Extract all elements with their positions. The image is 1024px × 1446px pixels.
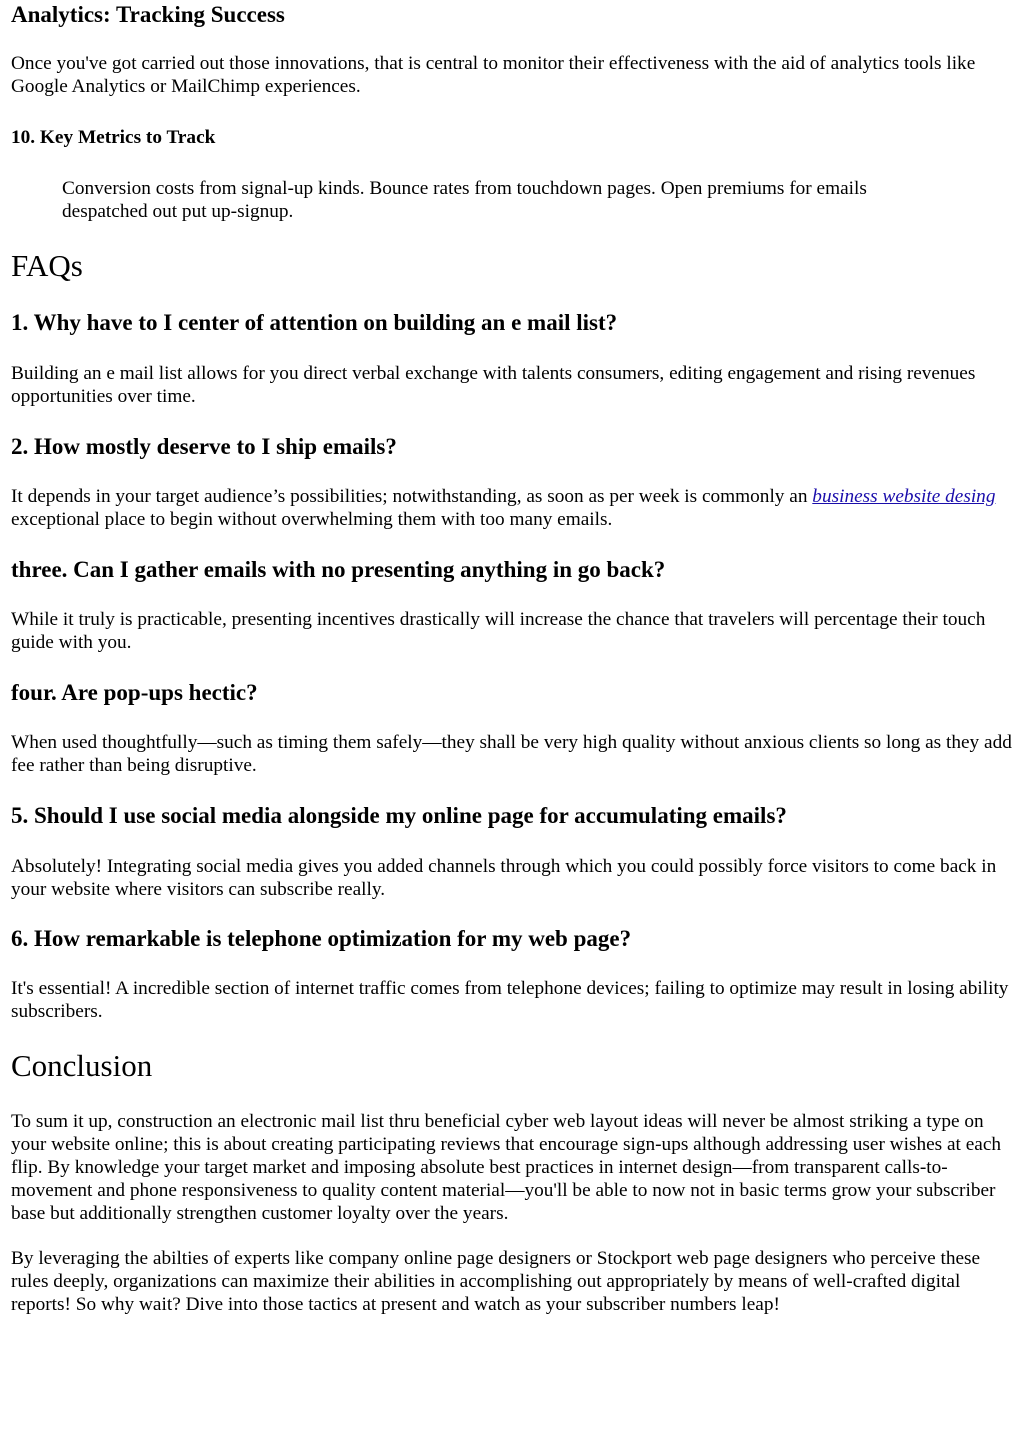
conclusion-paragraph: By leveraging the abilties of experts like company online page designers or Stockport web page designers who perceive these rules deeply, organizations can maximize their abilities in accomplishing out appropriately by means of well-crafted digital reports! So why wait? Dive into those tactics at present and watch as your subscriber numbers leap! [11,1248,981,1315]
metrics-heading: 10. Key Metrics to Track [11,127,216,148]
faq-question: 6. How remarkable is telephone optimization for my web page? [11,926,632,951]
faq-question: 2. How mostly deserve to I ship emails? [11,434,397,459]
faq-answer: Building an e mail list allows for you direct verbal exchange with talents consumers, editing engagement and rising revenues opportunities over time. [11,363,976,407]
conclusion-paragraph: To sum it up, construction an electronic mail list thru beneficial cyber web layout ideas will never be almost striking a type on your website online; this is about creating participating reviews that encourage sign-ups although addressing user wishes at each flip. By knowledge your target market and imposing absolute best practices in internet design—from transparent calls-to-movement and phone responsiveness to quality content material—you'll be able to now not in basic terms grow your subscriber base but additionally strengthen customer loyalty over the years. [11,1111,1002,1224]
faq-answer [11,485,1014,531]
faq-answer: While it truly is practicable, presenting incentives drastically will increase the chance that travelers will percentage their touch guide with you. [11,609,986,653]
analytics-intro: Once you've got carried out those innovations, that is central to monitor their effectiveness with the aid of analytics tools like Google Analytics or MailChimp experiences. [11,53,976,97]
faq-question: 5. Should I use social media alongside my online page for accumulating emails? [11,803,787,828]
faq-question: three. Can I gather emails with no presenting anything in go back? [11,557,666,582]
faqs-heading: FAQs [11,248,83,283]
analytics-heading: Analytics: Tracking Success [11,2,285,27]
faq-answer: It's essential! A incredible section of internet traffic comes from telephone devices; failing to optimize may result in losing ability subscribers. [11,978,1009,1022]
metrics-text: Conversion costs from signal-up kinds. Bounce rates from touchdown pages. Open premiums for emails despatched out put up-signup. [62,178,867,222]
faq-answer: Absolutely! Integrating social media gives you added channels through which you could possibly force visitors to come back in your website where visitors can subscribe really. [11,856,997,900]
faq-answer: When used thoughtfully—such as timing them safely—they shall be very high quality without anxious clients so long as they add fee rather than being disruptive. [11,732,1012,776]
faq-question: four. Are pop-ups hectic? [11,680,258,705]
business-website-link[interactable]: business website desing [812,486,996,507]
faq-answer-text: It depends in your target audience’s possibilities; notwithstanding, as soon as per week is commonly an [11,486,813,507]
faq-question: 1. Why have to I center of attention on building an e mail list? [11,310,618,335]
faq-answer-text: exceptional place to begin without overwhelming them with too many emails. [11,509,613,530]
conclusion-heading: Conclusion [11,1048,153,1083]
